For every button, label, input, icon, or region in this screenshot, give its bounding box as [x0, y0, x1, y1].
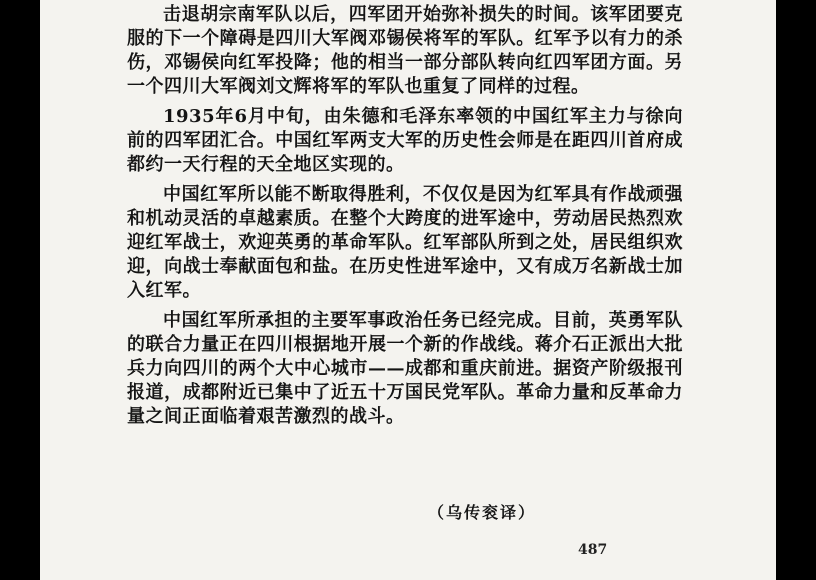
paragraph: 1935年6月中旬，由朱德和毛泽东率领的中国红军主力与徐向前的四军团汇合。中国红军两支大军的历史性会师是在距四川首府成都约一天行程的天全地区实现的。: [127, 106, 683, 175]
scanned-page: [40, 0, 776, 580]
paragraph: 中国红军所承担的主要军事政治任务已经完成。目前，英勇军队的联合力量正在四川根据地开展一个新的作战线。蒋介石正派出大批兵力向四川的两个大中心城市——成都和重庆前进。据资产阶级报刊报道，成都附近已集中了近五十万国民党军队。革命力量和反革命力量之间正面临着艰苦激烈的战斗。: [127, 310, 683, 427]
page-number: 487: [578, 542, 608, 558]
body-text: [127, 0, 683, 435]
paragraph: 击退胡宗南军队以后，四军团开始弥补损失的时间。该军团要克服的下一个障碍是四川大军阀邓锡侯将军的军队。红军予以有力的杀伤，邓锡侯向红军投降；他的相当一部分部队转向红四军团方面。另一个四川大军阀刘文辉将军的军队也重复了同样的过程。: [127, 4, 683, 97]
paragraph: 中国红军所以能不断取得胜利，不仅仅是因为红军具有作战顽强和机动灵活的卓越素质。在整个大跨度的进军途中，劳动居民热烈欢迎红军战士，欢迎英勇的革命军队。红军部队所到之处，居民组织欢迎，向战士奉献面包和盐。在历史性进军途中，又有成万名新战士加入红军。: [127, 184, 683, 301]
translator-credit: （乌传衮译）: [428, 503, 537, 522]
